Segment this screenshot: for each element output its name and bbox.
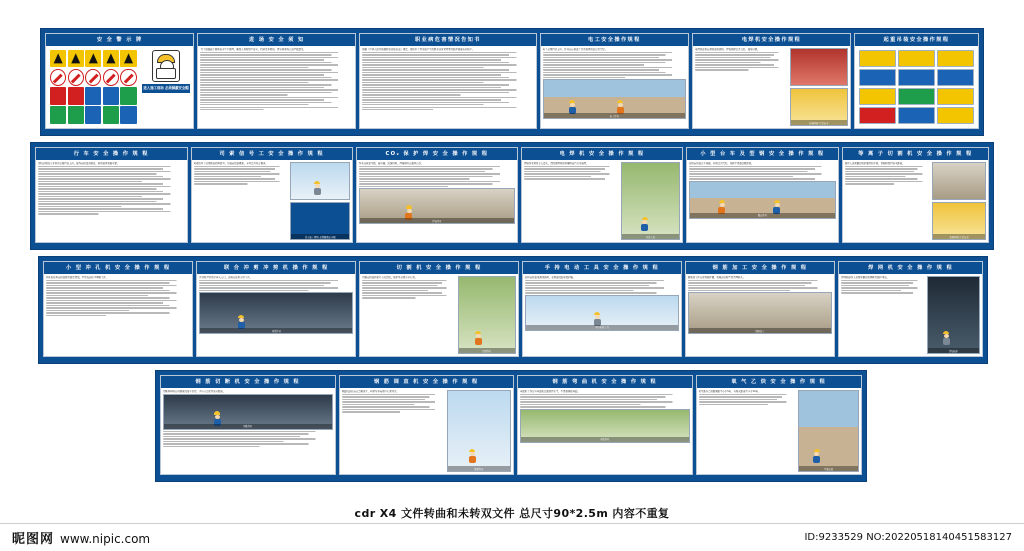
panel-title: 联 合 冲 剪 冲 剪 机 操 作 规 程 [197,262,355,274]
panel-photo-column [458,276,516,354]
photo-caption: 焊接作业 [360,218,514,223]
brand-name: 昵图网 [12,532,55,547]
panel-photo [199,292,353,334]
panel-title: 司 索 信 号 工 安 全 操 作 规 程 [192,148,352,160]
regulation-text [695,48,788,126]
worker-mascot-icon [152,50,180,82]
panel-title: 手 持 电 动 工 具 安 全 操 作 规 程 [523,262,681,274]
regulation-text [543,48,686,126]
lede-text: 作业前检查气瓶、减压器、送丝机构，焊接场所应通风良好。 [358,161,424,165]
panel-title: 起重吊装安全操作规程 [855,34,978,46]
panel-photo-column [790,48,848,126]
photo-caption: 进入施工现场 必须佩戴安全帽 [291,234,348,239]
safe-sign-icon [103,106,119,124]
panel-photo [798,390,859,472]
regulation-text [359,162,515,240]
image-meta: ID:9233529 NO:20220518140451583127 [804,532,1012,543]
panel-title: 电工安全操作规程 [541,34,688,46]
panel-lifting-regulation[interactable] [854,33,979,129]
regulation-text [163,390,333,472]
panel-photo [525,295,679,331]
lede-text: 操作人员须戴好防护面罩和手套，切割时保持安全距离。 [844,161,905,165]
panel-rebar-straightener-regulation[interactable] [339,375,515,475]
panel-rebar-cutter-regulation[interactable] [160,375,336,475]
panel-hand-power-tool-regulation[interactable] [522,261,682,357]
panel-title: 钢 筋 加 工 安 全 操 作 规 程 [686,262,834,274]
panel-title: 焊 网 机 安 全 操 作 规 程 [839,262,982,274]
regulation-text [689,162,836,240]
warning-sign-icon [50,50,66,68]
panel-title: 钢 筋 弯 曲 机 安 全 操 作 规 程 [518,376,692,388]
panel-photo [163,394,333,430]
fire-sign-icon [50,87,66,105]
photo-caption: 切断作业 [164,424,332,429]
warning-sign-icon [120,50,136,68]
panel-photo [447,390,511,472]
panel-photo [689,181,836,219]
panel-photo [927,276,980,354]
lede-text: 司索信号工必须熟悉指挥信号，吊装前检查绳索、卡环是否符合要求。 [193,161,268,165]
photo-caption: 机械检修 注意安全 [933,234,985,239]
warning-sign-icon [85,50,101,68]
warning-sign-icon [68,50,84,68]
lede-text: 切割前检查砂轮片有无裂纹，防护罩必须齐全有效。 [362,275,418,279]
regulation-text [362,48,533,126]
panel-trolley-steel-regulation[interactable] [686,147,839,243]
panel-co2-welding-regulation[interactable] [356,147,518,243]
panel-occupational-hazard-notice[interactable] [359,33,536,129]
regulation-text [362,276,455,354]
prohibition-sign-icon [68,69,84,87]
safe-sign-icon [50,106,66,124]
panel-photo-column [290,162,349,240]
panel-title: 电 焊 机 安 全 操 作 规 程 [522,148,682,160]
panel-photo-column [798,390,859,472]
lede-text: 焊网机操作人员须穿戴好绝缘鞋及防护用品。 [841,275,889,279]
lede-text: 切断短料时应用套管或钳子夹持，手与刀口保持安全距离。 [163,389,226,393]
warning-sign-icon [103,50,119,68]
panel-title: 小 型 冲 孔 机 安 全 操 作 规 程 [44,262,192,274]
lede-text: 氧气瓶与乙炔瓶间距不小于5米，与明火距离不小于10米。 [698,389,761,393]
prohibition-sign-icon [120,69,136,87]
panel-title: 行 车 安 全 操 作 规 程 [36,148,187,160]
panel-photo [290,162,349,200]
regulation-text [524,162,619,240]
panel-welder-regulation[interactable] [521,147,683,243]
lede-text: 焊接作业须设专人看火，清除周围易燃易爆物品后方可施焊。 [523,161,589,165]
panel-rebar-processing-regulation[interactable] [685,261,835,357]
mascot-block [141,48,192,126]
panel-crane-travel-regulation[interactable] [35,147,188,243]
panel-oxygen-acetylene-regulation[interactable] [696,375,863,475]
panel-photo [790,48,848,86]
photo-caption: 冲剪作业 [200,328,352,333]
panel-title: 等 离 子 切 割 机 安 全 操 作 规 程 [843,148,988,160]
fire-sign-icon [68,87,84,105]
panel-electrician-regulation[interactable] [540,33,689,129]
photo-caption: 气瓶存放 [799,466,858,471]
lede-text: 作业时严禁将手伸入刀口，送料应使用专用工具。 [199,275,252,279]
panel-title: 钢 筋 调 直 机 安 全 操 作 规 程 [340,376,514,388]
panel-plasma-cutter-regulation[interactable] [842,147,989,243]
panel-photo [932,162,986,200]
photo-caption: 电工作业 [544,113,685,118]
panel-photo-column [447,390,511,472]
panel-title: 切 割 机 安 全 操 作 规 程 [360,262,518,274]
panel-photo [790,88,848,126]
panel-photo [458,276,516,354]
brand-url[interactable]: www.nipic.com [60,532,151,546]
prohibition-sign-icon [85,69,101,87]
banner-row-3 [38,256,988,364]
photo-caption: 切割作业 [459,348,515,353]
photo-caption: 搬运作业 [690,213,835,218]
regulation-text [688,276,832,354]
panel-photo-column [927,276,980,354]
mandatory-sign-icon [103,87,119,105]
regulation-text [199,276,353,354]
regulation-text [342,390,445,472]
panel-title: 小 型 台 车 及 型 钢 安 全 操 作 规 程 [687,148,838,160]
photo-caption: 弯曲作业 [521,437,689,442]
prohibition-sign-icon [50,69,66,87]
panel-title: 职业病危害情况告知书 [360,34,535,46]
lede-text: 电焊机使用前须检查电源线、焊钳绝缘是否良好，接地可靠。 [695,47,760,51]
photo-caption: 焊接防护 [928,348,979,353]
panel-rigger-signaller-regulation[interactable] [191,147,353,243]
photo-caption: 调直作业 [448,466,510,471]
panel-photo [543,79,686,119]
watermark-bar [0,523,1024,551]
site-brand[interactable] [12,528,150,547]
panel-title: 电焊机安全操作规程 [693,34,850,46]
prohibition-sign-icon [103,69,119,87]
lede-text: 电工必须持证上岗，作业前应检查工具及绝缘用品是否完好。 [542,47,608,51]
panel-cutting-machine-regulation[interactable] [359,261,519,357]
lede-text: 冲孔机使用前检查模具固定情况，严禁在运转中调整工件。 [46,275,109,279]
mandatory-sign-icon [85,87,101,105]
mandatory-sign-icon [120,106,136,124]
lede-text: 司机必须经专业培训合格持证上岗，操作前检查各限位、制动装置灵敏可靠。 [38,161,120,165]
regulation-text [46,276,190,354]
photo-caption: 钢筋加工 [689,328,831,333]
panel-welding-machine-regulation[interactable] [692,33,851,129]
safe-sign-icon [120,87,136,105]
panel-photo-column [621,162,680,240]
regulation-text [194,162,289,240]
panel-mesh-welder-regulation[interactable] [838,261,983,357]
photo-caption: 手持电动工具 [526,325,678,330]
panel-entry-safety-notice[interactable] [197,33,356,129]
panel-combined-punch-shear-regulation[interactable] [196,261,356,357]
lede-text: 为了加强施工现场安全生产管理，确保人身和财产安全，特制定本须知，请全体进场人员严格遵守。 [200,47,306,51]
safe-sign-icon [68,106,84,124]
photo-caption: 持证上岗 [622,234,679,239]
banner-row-2 [30,142,994,250]
lede-text: 调直机运转前应空载试车，料架与导向筒中心须对正。 [341,389,399,393]
panel-title: 氧 气 乙 炔 安 全 操 作 规 程 [697,376,862,388]
regulation-text [841,276,925,354]
banner-row-1 [40,28,984,136]
panel-photo [359,188,515,224]
panel-punching-machine-regulation[interactable] [43,261,193,357]
panel-title: 钢 筋 切 断 机 安 全 操 作 规 程 [161,376,335,388]
lede-text: 使用前检查电源线绝缘，必须装设漏电保护器。 [524,275,576,279]
regulation-text [699,390,797,472]
panel-photo [520,409,690,443]
panel-photo [932,202,986,240]
mandatory-sign-icon [85,106,101,124]
lede-text: 使用前检查台车轮轴、制动是否完好，荷载不得超过额定值。 [689,161,754,165]
lede-text: 弯曲机工作台与弯曲机台面保持水平，不得超规格弯曲。 [520,389,580,393]
panel-photo [688,292,832,334]
lede-text: 钢筋加工区应设置防护棚，机械运转时严禁清理料头。 [687,275,746,279]
panel-photo [621,162,680,240]
panel-photo [290,202,349,240]
mascot-slogan: 进入施工现场 必须佩戴安全帽 [142,84,191,93]
sign-grid [48,48,139,126]
panel-rebar-bender-regulation[interactable] [517,375,693,475]
regulation-text [845,162,931,240]
file-note: cdr X4 文件转曲和未转双文件 总尺寸90*2.5m 内容不重复 [354,507,670,520]
panel-title: 进 场 安 全 须 知 [198,34,355,46]
panel-title: CO₂ 保 护 焊 安 全 操 作 规 程 [357,148,517,160]
regulation-text [38,162,185,240]
banner-row-4 [155,370,867,482]
pictogram-grid [857,48,976,126]
photo-caption: 机械检修 注意安全 [791,120,847,125]
panel-safety-sign-board[interactable] [45,33,194,129]
panel-title: 安 全 警 示 牌 [46,34,193,46]
regulation-text [525,276,679,354]
lede-text: 根据《中华人民共和国职业病防治法》规定，现将本工程可能产生的职业病危害因素及防护措施告知如下。 [362,47,475,51]
regulation-text [200,48,353,126]
regulation-text [520,390,690,472]
panel-photo-column [932,162,986,240]
